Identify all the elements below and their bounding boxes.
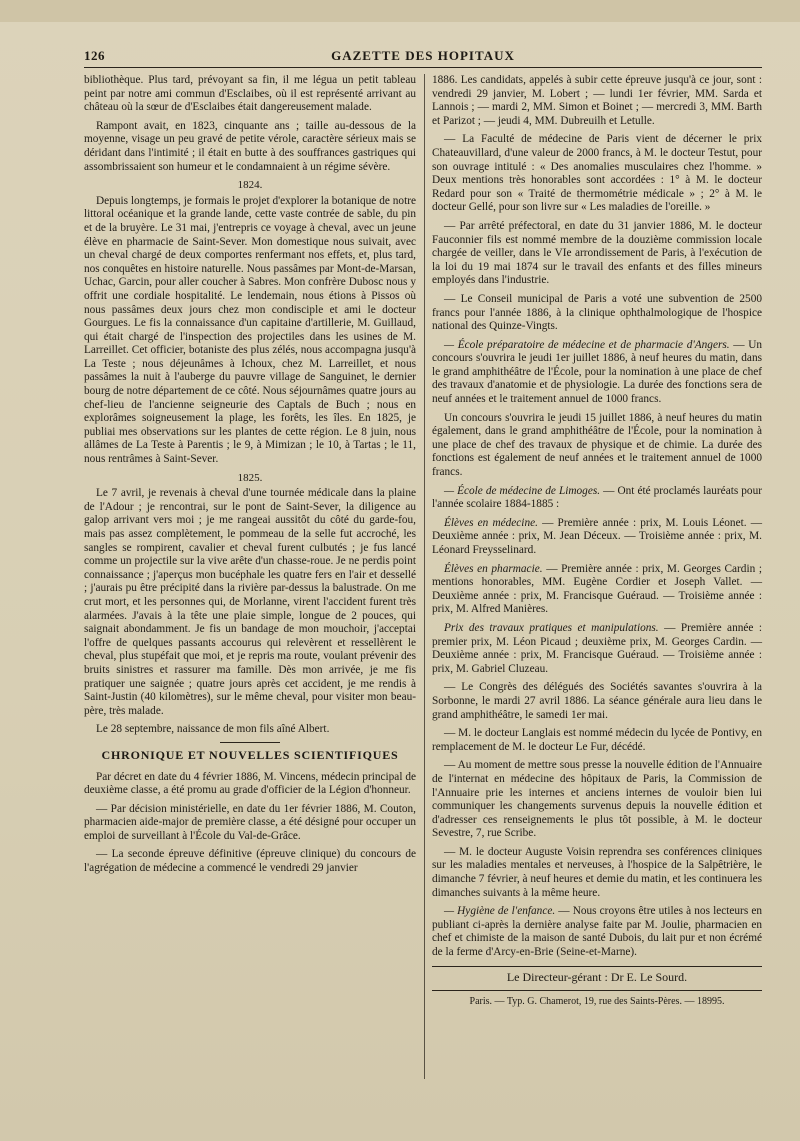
page-number: 126 xyxy=(84,48,105,63)
item-title: Prix des travaux pratiques et manipulations. xyxy=(444,621,659,634)
item-text: — Première année : prix, M. Louis Léonet. — Deuxième année : prix, M. Jean Déceux. — Troisième année : prix, M. Léonard Freysselinard. xyxy=(432,516,762,556)
scan-margin xyxy=(0,0,800,22)
right-column xyxy=(432,74,762,1009)
closing-rule xyxy=(432,990,762,991)
printer-line: Paris. — Typ. G. Chamerot, 19, rue des Saints-Pères. — 18995. xyxy=(469,996,725,1008)
paragraph: — La seconde épreuve définitive (épreuve clinique) du concours de l'agrégation de médecine a commencé le vendredi 29 janvier xyxy=(84,848,416,875)
paragraph: Depuis longtemps, je formais le projet d'explorer la botanique de notre littoral océanique et la grande lande, cette vaste contrée de sable, du pin et de la bruyère. Le 31 mai, j'entrepris ce voyage à cheval, avec un jeune élève en pharmacie de Saint-Sever. Mon domestique nous suivait, avec un cheval chargé de deux comportes renfermant nos effets, et, plus tard, nos conquêtes en histoire naturelle. Nous passâmes par Mont-de-Marsan, Uchac, Garcin, pour aller coucher à Sabres. Mon confrère Dubosc nous y offrit une cordiale hospitalité. Le lendemain, nous étions à Pissos où nous passâmes deux jours chez mon condisciple et ami le docteur Gourgues. Le fis la connaissance d'un capitaine d'artillerie, M. Guillaud, qui était chargé de l'inspection des projectiles dans les usines de M. Larreillet. Cet officier, botaniste des plus zélés, nous accompagna jusqu'à La Teste ; nous déjeunâmes à Ichoux, chez M. Larreillet, et nous passâmes la nuit à l'auberge du pauvre village de Sanguinet, le dernier bourg de notre département de ce côté. Nous séjournâmes quatre jours au chef-lieu de l'ancienne seigneurie des Captals de Buch ; nous en explorâmes soigneusement la plage, les forêts, les îles. En 1825, je publiai mes observations sur les plantes de cette région. Le 8 juin, nous allâmes de La Teste à Parentis ; le 9, à Mimizan ; le 10, à Tartas ; le 11, nous rentrâmes à Saint-Sever. xyxy=(84,194,416,466)
closing-rule xyxy=(432,966,762,967)
paragraph xyxy=(432,517,762,558)
item-title: Élèves en pharmacie. xyxy=(444,562,543,575)
left-column xyxy=(84,74,416,881)
page-header xyxy=(84,48,762,66)
header-rule xyxy=(84,67,762,68)
item-title: — École préparatoire de médecine et de pharmacie d'Angers. xyxy=(444,338,730,351)
paragraph: — M. le docteur Auguste Voisin reprendra ses conférences cliniques sur les maladies mentales et nerveuses, à l'hospice de la Salpêtrière, le dimanche 7 février, à neuf heures et demie du matin, et les continuera les dimanches suivants à la même heure. xyxy=(432,845,762,899)
paragraph: bibliothèque. Plus tard, prévoyant sa fin, il me légua un petit tableau peint par notre ami commun d'Esclaibes, où il est représenté arrivant au château où la sœur de d'Esclaibes était dangereusement malade. xyxy=(84,74,416,114)
paragraph xyxy=(432,905,762,959)
journal-title: GAZETTE DES HOPITAUX xyxy=(331,48,515,63)
section-title: CHRONIQUE ET NOUVELLES SCIENTIFIQUES xyxy=(101,747,399,762)
item-text: — Un concours s'ouvrira le jeudi 1er juillet 1886, à neuf heures du matin, dans le grand amphithéâtre de l'École, pour la nomination à une place de chef des travaux d'anatomie et de physiologie. La durée des fonctions sera de neuf années et le traitement annuel de 1000 francs. xyxy=(432,338,762,406)
paragraph: — La Faculté de médecine de Paris vient de décerner le prix Chateauvillard, d'une valeur de 2000 francs, à M. le docteur Testut, pour son ouvrage intitulé : « Des anomalies musculaires chez l'homme. » Deux mentions très honorables sont accordées : 1° à M. le docteur Redard pour son « Traité de thermométrie médicale » ; 2° à M. le docteur Gellé, pour son livre sur « Les maladies de l'oreille. » xyxy=(432,133,762,214)
column-divider xyxy=(424,74,425,1079)
item-text: — Nous croyons être utiles à nos lecteurs en publiant ci-après la dernière analyse faite par M. Joulie, pharmacien en chef et chimiste de la maison de santé Dubois, du lait pur et non écrémé de la ferme d'Arcy-en-Brie (Seine-et-Marne). xyxy=(432,905,762,959)
paragraph: — M. le docteur Langlais est nommé médecin du lycée de Pontivy, en remplacement de M. le docteur Le Fur, décédé. xyxy=(432,727,762,753)
paragraph: 1886. Les candidats, appelés à subir cette épreuve jusqu'à ce jour, sont : vendredi 29 janvier, M. Lobert ; — lundi 1er février, MM. Sarda et Lannois ; — mardi 2, MM. Simon et Boinet ; — mercredi 3, MM. Barth et Parizot ; — jeudi 4, MM. Dubreuilh et Letulle. xyxy=(432,74,762,127)
item-text: — Ont été proclamés lauréats pour l'année scolaire 1884-1885 : xyxy=(432,484,762,511)
item-title: Élèves en médecine. xyxy=(444,516,538,529)
paragraph xyxy=(432,563,762,617)
paragraph: — Par arrêté préfectoral, en date du 31 janvier 1886, M. le docteur Fauconnier fils est nommé membre de la douzième commission locale chargée de veiller, dans le VIe arrondissement de Paris, à l'exécution de la loi du 19 mai 1874 sur le travail des enfants et des filles mineurs employés dans l'industrie. xyxy=(432,219,762,287)
paragraph xyxy=(432,339,762,407)
paragraph: Un concours s'ouvrira le jeudi 15 juillet 1886, à neuf heures du matin également, dans le grand amphithéâtre de l'École, pour la nomination à une place de chef des travaux de physique et de chimie. La durée des fonctions est également de neuf années et le traitement annuel de 1000 francs. xyxy=(432,411,762,479)
paragraph: — Le Conseil municipal de Paris a voté une subvention de 2500 francs pour l'année 1886, à la clinique ophthalmologique de l'hospice national des Quinze-Vingts. xyxy=(432,292,762,333)
item-text: — Première année : prix, M. Georges Cardin ; mentions honorables, MM. Eugène Cordier et Joseph Vallet. — Deuxième année : prix, M. Francisque Guéraud. — Troisième année : prix, M. Alfred Manières. xyxy=(432,562,762,616)
paragraph xyxy=(432,485,762,512)
section-rule xyxy=(220,742,280,743)
year-heading: 1825. xyxy=(237,471,263,484)
year-heading: 1824. xyxy=(237,179,263,192)
item-text: — Première année : premier prix, M. Léon Picaud ; deuxième prix, M. Georges Cardin. — Deuxième année : prix, M. Francisque Guéraud. — Troisième année : prix, M. Gabriel Cluzeau. xyxy=(432,621,762,675)
item-title: — Hygiène de l'enfance. xyxy=(444,905,556,918)
paragraph: Par décret en date du 4 février 1886, M. Vincens, médecin principal de deuxième classe, a été promu au grade d'officier de la Légion d'honneur. xyxy=(84,770,416,797)
paragraph: Le 28 septembre, naissance de mon fils aîné Albert. xyxy=(96,723,330,736)
paragraph: Rampont avait, en 1823, cinquante ans ; taille au-dessous de la moyenne, visage un peu gravé de petite vérole, caractère sérieux mais se déridant dans l'intimité ; il était en butte à des souffrances gastriques qui assombrissaient son humeur et le condamnaient à un régime sévère. xyxy=(84,119,416,173)
paragraph: Le 7 avril, je revenais à cheval d'une tournée médicale dans la plaine de l'Adour ; je rencontrai, sur le pont de Saint-Sever, la diligence au galop arrivant vers moi ; je me rangeai aussitôt du côté du garde-fou, mais pas assez complètement, le pommeau de la selle fut accroché, les sangles se rompirent, cavalier et cheval furent culbutés ; je fus lancé comme un projectile sur la vive arête d'un chasse-roue. Je ne perdis point connaissance ; j'aperçus mon bucéphale les quatre fers en l'air et dessellé ; j'aurais pu être précipité dans la rivière par-dessus la balustrade. On me crut mort, et les personnes qui, de Morlanne, virent l'accident furent très alarmées. J'avais à la tête une plaie simple, longue de 2 pouces, qui saignait abondamment. Je fis un bandage de mon mouchoir, j'acceptai l'offre de quelques passants accourus qui relevèrent et ressellèrent le cheval, plus stupéfait que moi, et je repris ma route, voulant prévenir des bruits sinistres et rassurer ma famille. Dès mon arrivée, je me fis pratiquer une saignée ; quatre jours après cet accident, je me rendis à Saint-Justin (40 kilomètres), sur le même cheval, pour visiter mon beau-père, très malade. xyxy=(84,487,416,717)
director-signature: Le Directeur-gérant : Dr E. Le Sourd. xyxy=(506,969,688,984)
paragraph: — Par décision ministérielle, en date du 1er février 1886, M. Couton, pharmacien aide-major de première classe, a été désigné pour occuper un emploi de surveillant à l'École du Val-de-Grâce. xyxy=(84,802,416,842)
item-title: — École de médecine de Limoges. xyxy=(444,484,601,497)
paragraph: — Au moment de mettre sous presse la nouvelle édition de l'Annuaire de l'internat en médecine des hôpitaux de Paris, la Commission de l'Annuaire prie les internes et anciens internes de vouloir bien lui communiquer les changements survenus depuis la nouvelle édition et d'adresser ces renseignements le plus tôt possible, à M. le docteur Sevestre, 7, rue Scribe. xyxy=(432,759,762,840)
paragraph: — Le Congrès des délégués des Sociétés savantes s'ouvrira à la Sorbonne, le mardi 27 avril 1886. La séance générale aura lieu dans le grand amphithéâtre, le samedi 1er mai. xyxy=(432,681,762,721)
paragraph xyxy=(432,622,762,676)
